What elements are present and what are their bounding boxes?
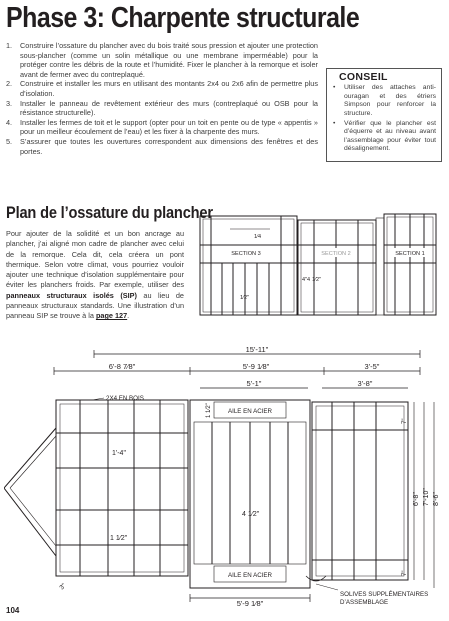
steps-list: [6, 41, 318, 156]
step-number: 4.: [6, 117, 13, 127]
step-number: 5.: [6, 136, 13, 146]
steel-flange-bottom-label: AILE EN ACIER: [227, 572, 273, 579]
dimension-label: 4 1⁄2": [242, 511, 260, 518]
dimension-label: 1 1⁄2": [206, 403, 212, 418]
wall-framing-drawing: [190, 203, 442, 325]
tip-box: [326, 68, 442, 162]
paragraph-middle: au lieu de panneaux structuraux standards. Une illustration d’un panneau SIP se trouve à la: [6, 290, 184, 321]
step-item: [6, 137, 318, 156]
tip-item: • Vérifier que le plancher est d’équerre et au niveau avant l’assemblage pour éviter tout désalignement.: [333, 120, 436, 154]
tip-heading: CONSEIL: [339, 71, 388, 83]
overall-width-dimension: 15'-11": [245, 345, 269, 354]
right-dimension-1: 6'-8": [413, 492, 420, 506]
middle-inner-dimension: 5'-1": [246, 379, 262, 388]
dimension-label: 7": [402, 570, 408, 576]
extra-joists-label-line2: D’ASSEMBLAGE: [340, 599, 389, 606]
dimension-label: 1⁄2": [240, 295, 249, 301]
tip-item: • Utiliser des attaches anti-ouragan et des étriers Simpson pour renforcer la structure.: [333, 84, 436, 118]
step-text: Construire et installer les murs en utilisant des montants 2x4 ou 2x6 afin de permettre plus d’isolation.: [20, 79, 318, 98]
dimension-label: 7": [402, 418, 408, 424]
section-3-label: SECTION 3: [231, 251, 261, 257]
bottom-width-dimension: 5'-9 1⁄8": [236, 599, 264, 608]
dimension-label: 3": [58, 582, 68, 592]
steel-flange-top-label: AILE EN ACIER: [227, 408, 273, 415]
section-heading: Plan de l’ossature du plancher: [6, 203, 213, 222]
step-item: [6, 79, 318, 98]
joist-spacing-dimension: 1'-4": [112, 450, 126, 457]
section-2-label: SECTION 2: [321, 251, 351, 257]
step-number: 3.: [6, 98, 13, 108]
section-1-label: SECTION 1: [395, 251, 425, 257]
floor-frame-paragraph: [6, 229, 184, 322]
page-link[interactable]: page 127: [95, 311, 128, 321]
step-text: S’assurer que toutes les ouvertures correspondent aux dimensions des fenêtres et des portes.: [20, 136, 318, 156]
page-title: Phase 3: Charpente structurale: [6, 2, 360, 34]
middle-width-dimension: 5'-9 1⁄8": [242, 362, 270, 371]
dimension-label: 1⁄4: [254, 234, 262, 240]
extra-joists-label-line1: SOLIVES SUPPLÉMENTAIRES: [340, 591, 429, 598]
step-text: Construire l’ossature du plancher avec du bois traité sous pression et ajouter une protection sous-plancher (comme un solin métallique ou une membrane imperméable) pour la protéger contre les débris de la route et l’humidité. Fixer le plancher à la remorque et isoler avant de fermer avec du contreplaqué.: [20, 41, 318, 79]
right-inner-dimension: 3'-8": [357, 379, 373, 388]
step-text: Installer le panneau de revêtement extérieur des murs (contreplaqué ou OSB pour la résistance structurelle).: [20, 98, 318, 118]
paragraph-intro: Pour ajouter de la solidité et un bon ancrage au plancher, j’ai aligné mon cadre de plancher avec celui de la remorque. Cela dit, cela créera un pont thermique. Selon votre climat, vous pourriez vouloir ajouter une technique d’isolation supplémentaire pour éviter les planchers froids. Par exemple, utiliser des: [6, 229, 184, 290]
right-dimension-2: 7'-10": [423, 488, 430, 506]
dimension-label: 1 1⁄2": [110, 535, 128, 542]
step-number: 1.: [6, 41, 13, 50]
dimension-label: 4"4: [302, 277, 311, 283]
paragraph-bold: panneaux structuraux isolés (SIP): [6, 290, 137, 300]
paragraph-end: .: [127, 311, 130, 321]
step-number: 2.: [6, 79, 13, 89]
wood-label: 2X4 EN BOIS: [106, 395, 144, 402]
floor-framing-plan: [4, 340, 444, 610]
page-number: 104: [6, 606, 20, 615]
right-dimension-3: 8'-6": [433, 492, 440, 506]
tip-list: [333, 84, 436, 153]
step-text: Installer les fermes de toit et le support (opter pour un toit en pente ou de type « appentis » pour un meilleur écoulement de l’eau) et les fixer à la charpente des murs.: [20, 117, 318, 137]
step-item: [6, 118, 318, 137]
right-width-dimension: 3'-5": [364, 362, 380, 371]
dimension-label: 1⁄2": [312, 277, 321, 283]
step-item: [6, 99, 318, 118]
step-item: [6, 41, 318, 79]
left-width-dimension: 6'-8 7⁄8": [108, 362, 136, 371]
